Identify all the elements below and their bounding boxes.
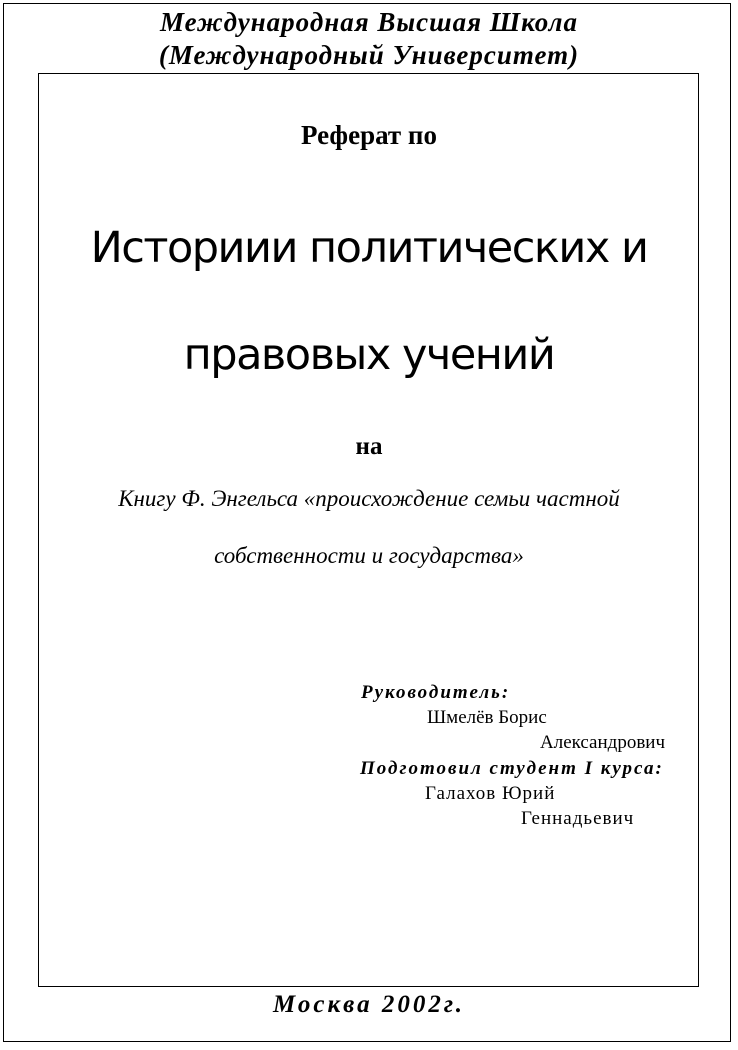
institution-name: Международная Высшая Школа xyxy=(160,7,578,37)
subject-title-line-2: правовых учений xyxy=(183,330,555,380)
student-name-first: Галахов Юрий xyxy=(425,783,556,804)
referat-heading: Реферат по xyxy=(300,120,437,150)
inner-frame xyxy=(38,73,699,987)
institution-subtitle: (Международный Университет) xyxy=(158,40,580,70)
supervisor-name-first: Шмелёв Борис xyxy=(427,707,547,728)
supervisor-name-patronymic: Александрович xyxy=(540,732,666,753)
on-word: на xyxy=(355,433,383,460)
student-label: Подготовил студент I курса: xyxy=(360,758,664,779)
city-year: Москва 2002г. xyxy=(272,991,466,1018)
book-title-line-2: собственности и государства» xyxy=(214,543,524,568)
supervisor-label: Руководитель: xyxy=(361,682,511,703)
student-name-patronymic: Геннадьевич xyxy=(521,808,635,829)
subject-title-line-1: Историии политических и xyxy=(90,223,648,273)
book-title-line-1: Книгу Ф. Энгельса «происхождение семьи частной xyxy=(118,486,620,511)
